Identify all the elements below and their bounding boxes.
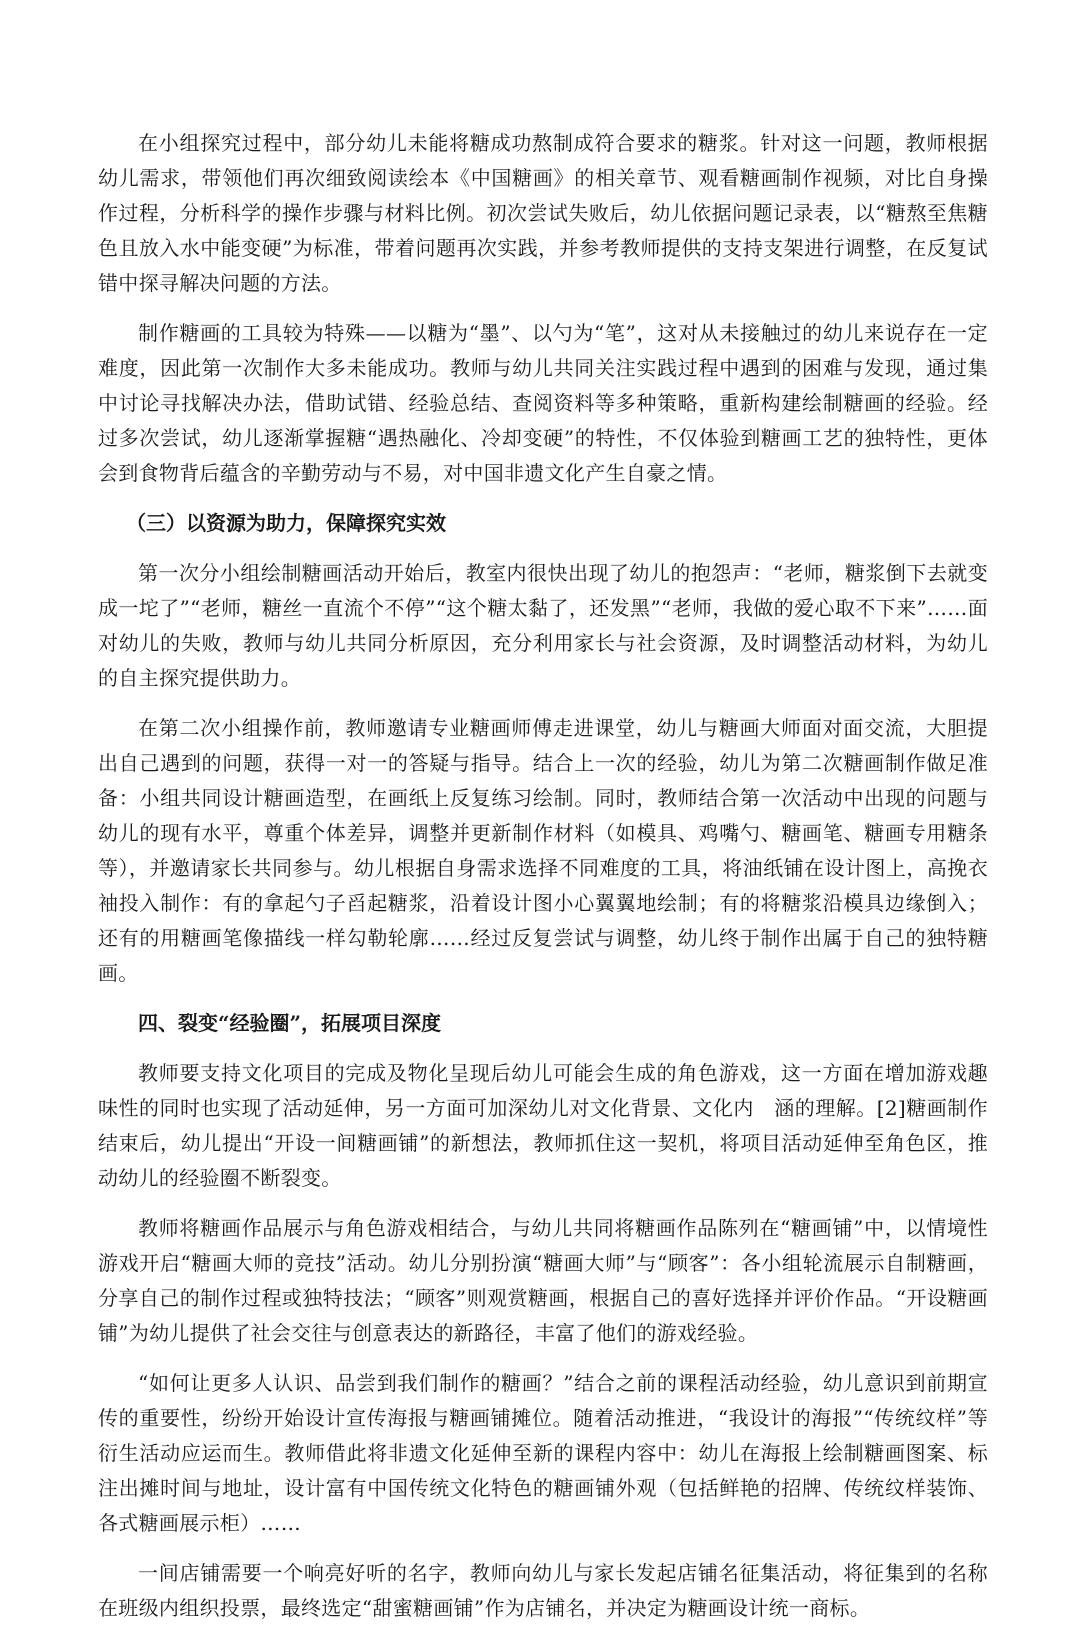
section-heading-resources: （三）以资源为助力，保障探究实效 — [126, 511, 446, 535]
paragraph-special-tools: 制作糖画的工具较为特殊——以糖为“墨”、以勺为“笔”，这对从未接触过的幼儿来说存在一定难度，因此第一次制作大多未能成功。教师与幼儿共同关注实践过程中遇到的困难与发现，通过集中讨论寻找解决办法，借助试错、经验总结、查阅资料等多种策略，重新构建绘制糖画的经验。经过多次尝试，幼儿逐渐掌握糖“遇热融化、冷却变硬”的特性，不仅体验到糖画工艺的独特性，更体会到食物背后蕴含的辛勤劳动与不易，对中国非遗文化产生自豪之情。 — [98, 321, 988, 485]
document-page — [98, 126, 988, 1641]
paragraph-promotion-posters: “如何让更多人认识、品尝到我们制作的糖画？”结合之前的课程活动经验，幼儿意识到前期宣传的重要性，纷纷开始设计宣传海报与糖画铺摊位。随着活动推进，“我设计的海报”“传统纹样”等衍生活动应运而生。教师借此将非遗文化延伸至新的课程内容中：幼儿在海报上绘制糖画图案、标注出摊时间与地址，设计富有中国传统文化特色的糖画铺外观（包括鲜艳的招牌、传统纹样装饰、各式糖画展示柜）…… — [98, 1371, 988, 1535]
paragraph-first-group-activity: 第一次分小组绘制糖画活动开始后，教室内很快出现了幼儿的抱怨声：“老师，糖浆倒下去就变成一坨了”“老师，糖丝一直流个不停”“这个糖太黏了，还发黑”“老师，我做的爱心取不下来”……面对幼儿的失败，教师与幼儿共同分析原因，充分利用家长与社会资源，及时调整活动材料，为幼儿的自主探究提供助力。 — [98, 561, 988, 690]
section-heading-experience-circle: 四、裂变“经验圈”，拓展项目深度 — [138, 1011, 442, 1035]
paragraph-role-play-extension: 教师要支持文化项目的完成及物化呈现后幼儿可能会生成的角色游戏，这一方面在增加游戏趣味性的同时也实现了活动延伸，另一方面可加深幼儿对文化背景、文化内 涵的理解。[2]糖画制作结束后，幼儿提出“开设一间糖画铺”的新想法，教师抓住这一契机，将项目活动延伸至角色区，推动幼儿的经验圈不断裂变。 — [98, 1061, 988, 1190]
paragraph-shop-naming: 一间店铺需要一个响亮好听的名字，教师向幼儿与家长发起店铺名征集活动，将征集到的名称在班级内组织投票，最终选定“甜蜜糖画铺”作为店铺名，并决定为糖画设计统一商标。 — [98, 1561, 988, 1620]
paragraph-sugar-painting-shop: 教师将糖画作品展示与角色游戏相结合，与幼儿共同将糖画作品陈列在“糖画铺”中，以情境性游戏开启“糖画大师的竞技”活动。幼儿分别扮演“糖画大师”与“顾客”：各小组轮流展示自制糖画，分享自己的制作过程或独特技法；“顾客”则观赏糖画，根据自己的喜好选择并评价作品。“开设糖画铺”为幼儿提供了社会交往与创意表达的新路径，丰富了他们的游戏经验。 — [98, 1216, 988, 1345]
paragraph-sugar-syrup-exploration: 在小组探究过程中，部分幼儿未能将糖成功熬制成符合要求的糖浆。针对这一问题，教师根据幼儿需求，带领他们再次细致阅读绘本《中国糖画》的相关章节、观看糖画制作视频，对比自身操作过程，分析科学的操作步骤与材料比例。初次尝试失败后，幼儿依据问题记录表，以“糖熬至焦糖色且放入水中能变硬”为标准，带着问题再次实践，并参考教师提供的支持支架进行调整，在反复试错中探寻解决问题的方法。 — [98, 131, 988, 295]
paragraph-second-group-activity: 在第二次小组操作前，教师邀请专业糖画师傅走进课堂，幼儿与糖画大师面对面交流，大胆提出自己遇到的问题，获得一对一的答疑与指导。结合上一次的经验，幼儿为第二次糖画制作做足准备：小组共同设计糖画造型，在画纸上反复练习绘制。同时，教师结合第一次活动中出现的问题与幼儿的现有水平，尊重个体差异，调整并更新制作材料（如模具、鸡嘴勺、糖画笔、糖画专用糖条等），并邀请家长共同参与。幼儿根据自身需求选择不同难度的工具，将油纸铺在设计图上，高挽衣袖投入制作：有的拿起勺子舀起糖浆，沿着设计图小心翼翼地绘制；有的将糖浆沿模具边缘倒入；还有的用糖画笔像描线一样勾勒轮廓……经过反复尝试与调整，幼儿终于制作出属于自己的独特糖画。 — [98, 716, 988, 985]
